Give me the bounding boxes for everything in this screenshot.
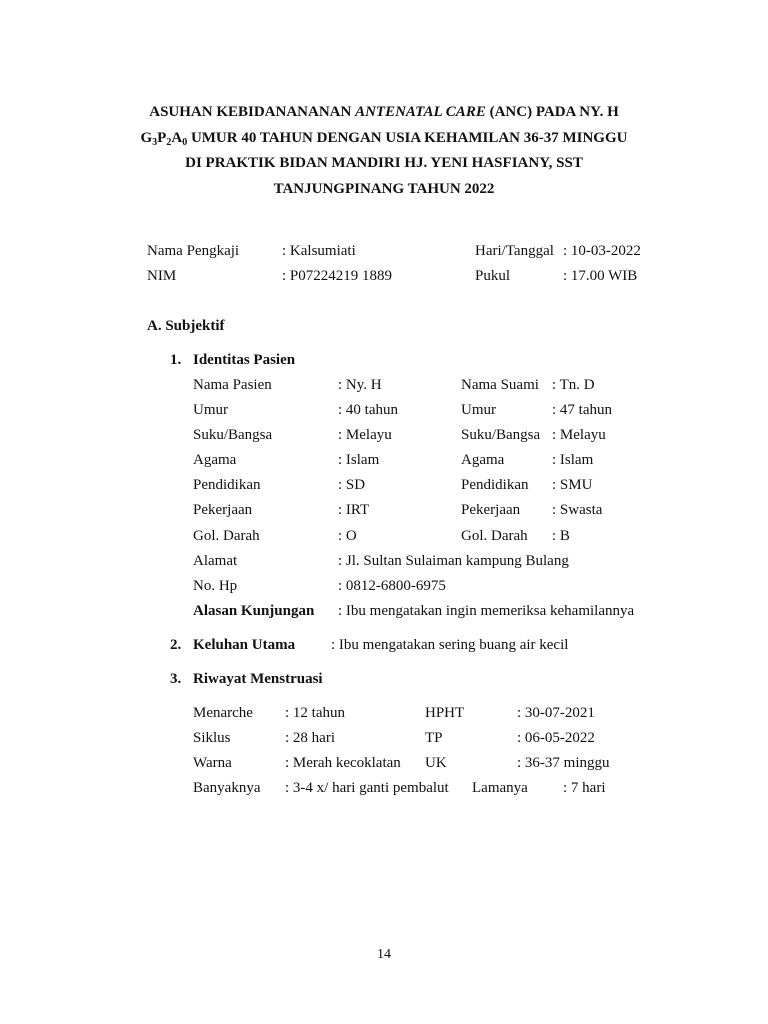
identity-label: Nama Pasien <box>193 377 272 393</box>
title-line-1: ASUHAN KEBIDANANANAN ANTENATAL CARE (ANC) PADA NY. H <box>149 104 619 120</box>
spouse-label: Pekerjaan <box>461 502 521 518</box>
identity-value: : Ny. H <box>338 377 382 393</box>
time-label: Pukul <box>475 268 511 284</box>
examiner-name-label: Nama Pengkaji <box>147 243 240 259</box>
sub3-number: 3. <box>170 671 182 687</box>
identity-value: : O <box>338 528 357 544</box>
menstrual-value: : Merah kecoklatan <box>285 755 401 771</box>
identity-label: Umur <box>193 402 228 418</box>
pregnancy-label: TP <box>425 730 443 746</box>
sub2-number: 2. <box>170 637 182 653</box>
title-line-2: $G_3P_2A_0$ UMUR 40 TAHUN DENGAN USIA KEHAMILAN 36-37 MINGGU <box>140 130 628 148</box>
spouse-value: : Islam <box>552 452 594 468</box>
spouse-label: Suku/Bangsa <box>461 427 541 443</box>
menstrual-label: Siklus <box>193 730 231 746</box>
identity-value: : Islam <box>338 452 380 468</box>
duration-label: Lamanya <box>472 780 528 796</box>
visit-reason-label: Alasan Kunjungan <box>193 603 315 619</box>
spouse-value: : B <box>552 528 570 544</box>
identity-label: Pendidikan <box>193 477 261 493</box>
identity-value: : IRT <box>338 502 370 518</box>
address-label: Alamat <box>193 553 238 569</box>
sub2-heading: Keluhan Utama <box>193 637 296 653</box>
sub3-heading: Riwayat Menstruasi <box>193 671 323 687</box>
page-number: 14 <box>377 947 391 962</box>
spouse-label: Umur <box>461 402 496 418</box>
spouse-label: Agama <box>461 452 505 468</box>
sub1-number: 1. <box>170 352 182 368</box>
spouse-label: Nama Suami <box>461 377 539 393</box>
menstrual-label: Warna <box>193 755 232 771</box>
title-line-4: TANJUNGPINANG TAHUN 2022 <box>273 181 495 197</box>
date-value: : 10-03-2022 <box>563 243 641 259</box>
menstrual-label: Banyaknya <box>193 780 261 796</box>
menstrual-value: : 28 hari <box>285 730 335 746</box>
nim-value: : P07224219 1889 <box>282 268 393 284</box>
spouse-value: : SMU <box>552 477 593 493</box>
visit-reason-value: : Ibu mengatakan ingin memeriksa kehamilannya <box>338 603 635 619</box>
title-line-3: DI PRAKTIK BIDAN MANDIRI HJ. YENI HASFIANY, SST <box>185 155 583 171</box>
date-label: Hari/Tanggal <box>475 243 554 259</box>
menstrual-value: : 3-4 x/ hari ganti pembalut <box>285 780 449 796</box>
duration-value: : 7 hari <box>563 780 606 796</box>
menstrual-label: Menarche <box>193 705 253 721</box>
pregnancy-value: : 36-37 minggu <box>517 755 610 771</box>
spouse-value: : Melayu <box>552 427 606 443</box>
main-complaint-value: : Ibu mengatakan sering buang air kecil <box>331 637 569 653</box>
spouse-label: Gol. Darah <box>461 528 528 544</box>
sub1-heading: Identitas Pasien <box>193 352 296 368</box>
pregnancy-value: : 06-05-2022 <box>517 730 595 746</box>
pregnancy-label: UK <box>425 755 447 771</box>
spouse-value: : Tn. D <box>552 377 595 393</box>
nim-label: NIM <box>147 268 177 284</box>
address-value: : Jl. Sultan Sulaiman kampung Bulang <box>338 553 569 569</box>
spouse-label: Pendidikan <box>461 477 529 493</box>
examiner-name-value: : Kalsumiati <box>282 243 356 259</box>
spouse-value: : Swasta <box>552 502 603 518</box>
identity-label: Pekerjaan <box>193 502 253 518</box>
phone-label: No. Hp <box>193 578 238 594</box>
identity-value: : 40 tahun <box>338 402 398 418</box>
identity-value: : SD <box>338 477 366 493</box>
identity-label: Gol. Darah <box>193 528 260 544</box>
time-value: : 17.00 WIB <box>563 268 638 284</box>
menstrual-value: : 12 tahun <box>285 705 345 721</box>
identity-value: : Melayu <box>338 427 392 443</box>
section-subjektif-heading: A. Subjektif <box>147 318 225 334</box>
pregnancy-value: : 30-07-2021 <box>517 705 595 721</box>
pregnancy-label: HPHT <box>425 705 465 721</box>
identity-label: Suku/Bangsa <box>193 427 273 443</box>
spouse-value: : 47 tahun <box>552 402 612 418</box>
identity-label: Agama <box>193 452 237 468</box>
phone-value: : 0812-6800-6975 <box>338 578 446 594</box>
